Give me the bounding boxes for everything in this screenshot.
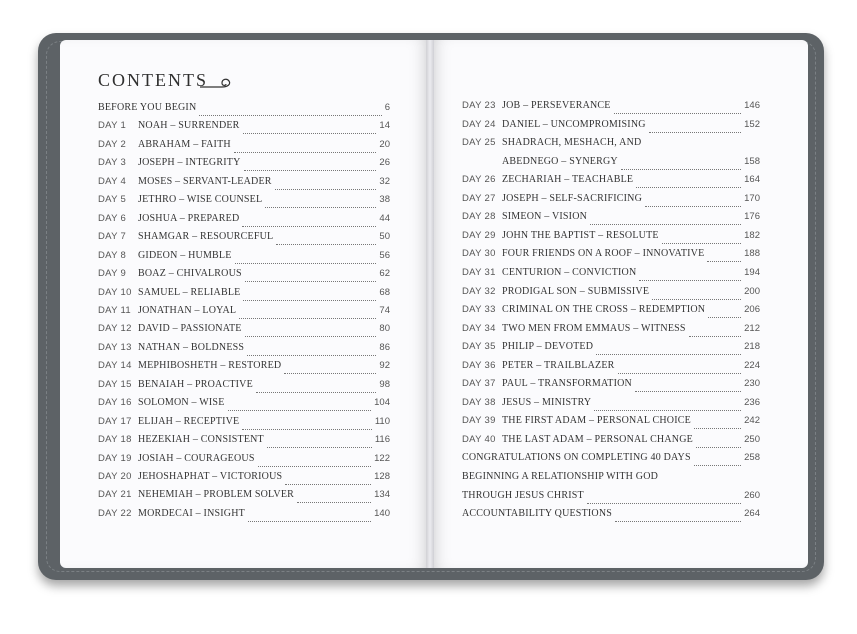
toc-row bbox=[462, 508, 760, 526]
toc-page-number: 188 bbox=[744, 248, 760, 260]
toc-row bbox=[98, 434, 390, 452]
toc-day-number: DAY 20 bbox=[98, 471, 132, 482]
toc-page-number: 170 bbox=[744, 192, 760, 204]
toc-leader-dots bbox=[587, 495, 741, 504]
toc-entry-title: THE FIRST ADAM – PERSONAL CHOICE bbox=[502, 415, 691, 427]
toc-leader-dots bbox=[636, 179, 741, 188]
toc-leader-dots bbox=[239, 310, 376, 319]
toc-entry-title: ABRAHAM – FAITH bbox=[138, 138, 231, 150]
toc-entry-title: PETER – TRAILBLAZER bbox=[502, 359, 615, 371]
toc-leader-dots bbox=[590, 216, 741, 225]
toc-entry-title: SHAMGAR – RESOURCEFUL bbox=[138, 231, 274, 243]
toc-entry-title: SHADRACH, MESHACH, AND bbox=[502, 137, 642, 149]
toc-day-number: DAY 30 bbox=[462, 248, 496, 260]
toc-page-number: 158 bbox=[744, 155, 760, 167]
toc-leader-dots bbox=[707, 253, 741, 262]
toc-entry-title: SIMEON – VISION bbox=[502, 211, 588, 223]
toc-page-number: 74 bbox=[379, 304, 390, 316]
toc-leader-dots bbox=[649, 124, 741, 133]
toc-leader-dots bbox=[247, 347, 376, 356]
toc-entry-title: DAVID – PASSIONATE bbox=[138, 323, 242, 335]
toc-row bbox=[98, 342, 390, 360]
toc-page-number: 260 bbox=[744, 489, 760, 501]
toc-leader-dots bbox=[284, 365, 376, 374]
toc-row bbox=[98, 453, 390, 471]
toc-day-number: DAY 16 bbox=[98, 397, 132, 409]
toc-day-number: DAY 27 bbox=[462, 192, 496, 204]
toc-page-number: 264 bbox=[744, 508, 760, 520]
toc-row bbox=[462, 397, 760, 415]
toc-leader-dots bbox=[639, 272, 741, 281]
toc-leader-dots bbox=[652, 291, 741, 300]
toc-page-number: 14 bbox=[379, 120, 390, 132]
toc-page-number: 200 bbox=[744, 285, 760, 297]
toc-row bbox=[98, 139, 390, 157]
toc-row bbox=[462, 378, 760, 396]
toc-day-number: DAY 7 bbox=[98, 231, 127, 243]
toc-day-number: DAY 12 bbox=[98, 323, 132, 335]
toc-leader-dots bbox=[245, 273, 377, 282]
toc-row bbox=[462, 471, 760, 489]
toc-page-number: 218 bbox=[744, 341, 760, 353]
toc-row bbox=[462, 434, 760, 452]
toc-row bbox=[462, 490, 760, 508]
toc-leader-dots bbox=[614, 105, 742, 114]
toc-day-number: DAY 1 bbox=[98, 120, 127, 132]
toc-row bbox=[98, 176, 390, 194]
toc-entry-title: TWO MEN FROM EMMAUS – WITNESS bbox=[502, 322, 686, 334]
toc-row bbox=[98, 489, 390, 507]
toc-page-number: 98 bbox=[379, 378, 390, 390]
toc-entry-title: ACCOUNTABILITY QUESTIONS bbox=[462, 508, 613, 520]
toc-row bbox=[462, 211, 760, 229]
toc-entry-title: JONATHAN – LOYAL bbox=[138, 304, 237, 316]
toc-day-number: DAY 25 bbox=[462, 137, 496, 149]
toc-row bbox=[462, 286, 760, 304]
toc-day-number: DAY 39 bbox=[462, 415, 496, 427]
toc-row bbox=[462, 100, 760, 118]
toc-row bbox=[462, 119, 760, 137]
toc-page-number: 26 bbox=[379, 157, 390, 169]
toc-entry-title: GIDEON – HUMBLE bbox=[138, 249, 232, 261]
toc-entry-title: BEFORE YOU BEGIN bbox=[98, 102, 197, 113]
toc-leader-dots bbox=[276, 236, 376, 245]
toc-row bbox=[98, 508, 390, 526]
toc-row bbox=[98, 360, 390, 378]
toc-entry-title: PHILIP – DEVOTED bbox=[502, 341, 594, 353]
toc-day-number: DAY 14 bbox=[98, 360, 132, 372]
toc-row bbox=[98, 397, 390, 415]
toc-leader-dots bbox=[696, 439, 741, 448]
toc-leader-dots bbox=[297, 494, 371, 503]
toc-page-number: 230 bbox=[744, 378, 760, 390]
toc-leader-dots bbox=[245, 328, 377, 337]
toc-entry-title: HEZEKIAH – CONSISTENT bbox=[138, 434, 264, 446]
toc-row bbox=[98, 102, 390, 120]
toc-leader-dots bbox=[275, 181, 377, 190]
toc-row bbox=[98, 120, 390, 138]
toc-entry-title: JOSHUA – PREPARED bbox=[138, 212, 240, 224]
toc-day-number: DAY 18 bbox=[98, 434, 132, 446]
toc-row bbox=[462, 452, 760, 470]
toc-page-number: 32 bbox=[379, 175, 390, 187]
toc-entry-title: SAMUEL – RELIABLE bbox=[138, 286, 241, 298]
toc-entry-title: MORDECAI – INSIGHT bbox=[138, 507, 245, 519]
toc-entry-title: JESUS – MINISTRY bbox=[502, 396, 592, 408]
toc-entry-title: JOHN THE BAPTIST – RESOLUTE bbox=[502, 229, 659, 241]
toc-day-number: DAY 13 bbox=[98, 341, 132, 353]
toc-entry-title: CRIMINAL ON THE CROSS – REDEMPTION bbox=[502, 304, 706, 316]
toc-page-number: 86 bbox=[379, 341, 390, 353]
toc-entry-title: JOSEPH – SELF-SACRIFICING bbox=[502, 192, 643, 204]
toc-leader-dots bbox=[645, 198, 741, 207]
toc-day-number: DAY 28 bbox=[462, 211, 496, 223]
toc-leader-dots bbox=[618, 365, 742, 374]
toc-page-number: 122 bbox=[374, 452, 390, 464]
toc-entry-title: BOAZ – CHIVALROUS bbox=[138, 268, 242, 280]
toc-entry-title: NEHEMIAH – PROBLEM SOLVER bbox=[138, 489, 295, 501]
toc-leader-dots bbox=[708, 309, 741, 318]
toc-row bbox=[98, 287, 390, 305]
toc-leader-dots bbox=[635, 383, 741, 392]
toc-day-number: DAY 26 bbox=[462, 174, 496, 186]
toc-entry-title: FOUR FRIENDS ON A ROOF – INNOVATIVE bbox=[502, 248, 705, 260]
toc-entry-title: CENTURION – CONVICTION bbox=[502, 266, 637, 278]
toc-page-number: 212 bbox=[744, 322, 760, 334]
toc-page-number: 194 bbox=[744, 266, 760, 278]
toc-day-number: DAY 19 bbox=[98, 452, 132, 464]
toc-day-number: DAY 29 bbox=[462, 229, 496, 241]
toc-day-number: DAY 22 bbox=[98, 507, 132, 519]
toc-day-number: DAY 33 bbox=[462, 304, 496, 316]
toc-row bbox=[462, 248, 760, 266]
toc-row bbox=[462, 156, 760, 174]
toc-row bbox=[98, 471, 390, 489]
toc-entry-title: CONGRATULATIONS ON COMPLETING 40 DAYS bbox=[462, 452, 691, 464]
toc-leader-dots bbox=[689, 328, 741, 337]
toc-entry-title: NOAH – SURRENDER bbox=[138, 120, 240, 132]
toc-entry-title: MOSES – SERVANT-LEADER bbox=[138, 175, 272, 187]
toc-leader-dots bbox=[267, 439, 372, 448]
toc-row bbox=[98, 305, 390, 323]
toc-page-number: 224 bbox=[744, 359, 760, 371]
toc-row bbox=[462, 267, 760, 285]
toc-row bbox=[98, 268, 390, 286]
toc-day-number: DAY 34 bbox=[462, 322, 496, 334]
toc-row bbox=[98, 157, 390, 175]
toc-row bbox=[462, 341, 760, 359]
toc-page-number: 152 bbox=[744, 118, 760, 130]
toc-page-number: 242 bbox=[744, 415, 760, 427]
toc-entry-title: JEHOSHAPHAT – VICTORIOUS bbox=[138, 471, 283, 482]
toc-entry-title: PRODIGAL SON – SUBMISSIVE bbox=[502, 285, 650, 297]
toc-entry-title: DANIEL – UNCOMPROMISING bbox=[502, 118, 646, 130]
toc-page-number: 104 bbox=[374, 397, 390, 409]
toc-day-number: DAY 8 bbox=[98, 249, 127, 261]
toc-day-number: DAY 38 bbox=[462, 396, 496, 408]
toc-row bbox=[98, 379, 390, 397]
toc-page-number: 128 bbox=[374, 471, 390, 482]
toc-day-number: DAY 21 bbox=[98, 489, 132, 501]
toc-leader-dots bbox=[256, 384, 377, 393]
toc-leader-dots bbox=[228, 402, 372, 411]
toc-day-number: DAY 4 bbox=[98, 175, 127, 187]
toc-leader-dots bbox=[248, 513, 371, 522]
toc-day-number: DAY 10 bbox=[98, 286, 132, 298]
toc-entry-title: JOSIAH – COURAGEOUS bbox=[138, 452, 255, 464]
swirl-ornament-icon bbox=[200, 76, 236, 92]
toc-page-number: 182 bbox=[744, 229, 760, 241]
toc-day-number: DAY 32 bbox=[462, 285, 496, 297]
toc-row bbox=[98, 416, 390, 434]
toc-page-number: 50 bbox=[379, 231, 390, 243]
toc-entry-title: BEGINNING A RELATIONSHIP WITH GOD bbox=[462, 471, 659, 482]
toc-day-number: DAY 17 bbox=[98, 415, 132, 427]
toc-page-number: 140 bbox=[374, 507, 390, 519]
toc-leader-dots bbox=[662, 235, 741, 244]
toc-leader-dots bbox=[258, 458, 372, 467]
toc-row bbox=[98, 213, 390, 231]
toc-row bbox=[462, 230, 760, 248]
toc-row bbox=[462, 193, 760, 211]
toc-entry-title: ZECHARIAH – TEACHABLE bbox=[502, 174, 634, 186]
toc-leader-dots bbox=[596, 346, 741, 355]
toc-entry-title: BENAIAH – PROACTIVE bbox=[138, 378, 253, 390]
toc-entry-title: ELIJAH – RECEPTIVE bbox=[138, 415, 240, 427]
toc-page-number: 20 bbox=[379, 138, 390, 150]
toc-leader-dots bbox=[234, 144, 377, 153]
toc-page-number: 134 bbox=[374, 489, 390, 501]
toc-row bbox=[98, 250, 390, 268]
toc-leader-dots bbox=[694, 420, 741, 429]
toc-entry-title: JETHRO – WISE COUNSEL bbox=[138, 194, 263, 206]
toc-page-number: 250 bbox=[744, 433, 760, 445]
toc-page-number: 6 bbox=[384, 102, 390, 113]
toc-leader-dots bbox=[621, 161, 741, 170]
toc-row bbox=[98, 323, 390, 341]
toc-page-number: 236 bbox=[744, 396, 760, 408]
toc-day-number: DAY 6 bbox=[98, 212, 127, 224]
toc-page-number: 206 bbox=[744, 304, 760, 316]
toc-leader-dots bbox=[243, 292, 376, 301]
toc-leader-dots bbox=[199, 107, 381, 116]
toc-entry-title: JOSEPH – INTEGRITY bbox=[138, 157, 241, 169]
toc-page-number: 56 bbox=[379, 249, 390, 261]
toc-row bbox=[462, 360, 760, 378]
toc-page-number: 258 bbox=[744, 452, 760, 464]
toc-entry-title: SOLOMON – WISE bbox=[138, 397, 225, 409]
toc-row bbox=[462, 174, 760, 192]
toc-page-number: 62 bbox=[379, 268, 390, 280]
toc-entry-title: MEPHIBOSHETH – RESTORED bbox=[138, 360, 282, 372]
toc-page-number: 44 bbox=[379, 212, 390, 224]
toc-leader-dots bbox=[265, 199, 376, 208]
toc-page-number: 92 bbox=[379, 360, 390, 372]
toc-day-number: DAY 36 bbox=[462, 359, 496, 371]
toc-row bbox=[462, 323, 760, 341]
toc-day-number: DAY 11 bbox=[98, 304, 131, 316]
toc-day-number: DAY 5 bbox=[98, 194, 127, 206]
toc-row bbox=[462, 137, 760, 155]
toc-page-number: 38 bbox=[379, 194, 390, 206]
toc-row bbox=[462, 415, 760, 433]
toc-leader-dots bbox=[243, 125, 377, 134]
toc-day-number: DAY 15 bbox=[98, 378, 132, 390]
toc-entry-title: NATHAN – BOLDNESS bbox=[138, 341, 245, 353]
toc-day-number: DAY 3 bbox=[98, 157, 127, 169]
toc-page-number: 110 bbox=[374, 415, 390, 427]
toc-row bbox=[462, 304, 760, 322]
contents-heading: CONTENTS bbox=[98, 70, 208, 90]
toc-page-number: 80 bbox=[379, 323, 390, 335]
toc-day-number: DAY 23 bbox=[462, 100, 496, 111]
toc-leader-dots bbox=[694, 457, 741, 466]
toc-day-number: DAY 24 bbox=[462, 118, 496, 130]
toc-entry-title: THROUGH JESUS CHRIST bbox=[462, 489, 584, 501]
toc-entry-title: JOB – PERSEVERANCE bbox=[502, 100, 611, 111]
toc-day-number: DAY 2 bbox=[98, 138, 127, 150]
toc-page-number: 146 bbox=[744, 100, 760, 111]
toc-page-number: 68 bbox=[379, 286, 390, 298]
toc-entry-title: THE LAST ADAM – PERSONAL CHANGE bbox=[502, 433, 693, 445]
toc-day-number: DAY 40 bbox=[462, 433, 496, 445]
toc-day-number: DAY 31 bbox=[462, 266, 496, 278]
toc-page-number: 176 bbox=[744, 211, 760, 223]
toc-row bbox=[98, 231, 390, 249]
toc-day-number: DAY 37 bbox=[462, 378, 496, 390]
toc-day-number: DAY 35 bbox=[462, 341, 496, 353]
book-spine bbox=[426, 40, 434, 568]
toc-leader-dots bbox=[235, 255, 377, 264]
toc-entry-title: ABEDNEGO – SYNERGY bbox=[502, 155, 618, 167]
toc-leader-dots bbox=[594, 402, 741, 411]
toc-day-number: DAY 9 bbox=[98, 268, 127, 280]
toc-entry-title: PAUL – TRANSFORMATION bbox=[502, 378, 632, 390]
toc-leader-dots bbox=[242, 421, 371, 430]
toc-leader-dots bbox=[244, 162, 377, 171]
toc-leader-dots bbox=[615, 513, 741, 522]
toc-leader-dots bbox=[285, 476, 371, 485]
toc-page-number: 116 bbox=[374, 434, 390, 446]
toc-leader-dots bbox=[242, 218, 376, 227]
toc-page-number: 164 bbox=[744, 174, 760, 186]
toc-row bbox=[98, 194, 390, 212]
